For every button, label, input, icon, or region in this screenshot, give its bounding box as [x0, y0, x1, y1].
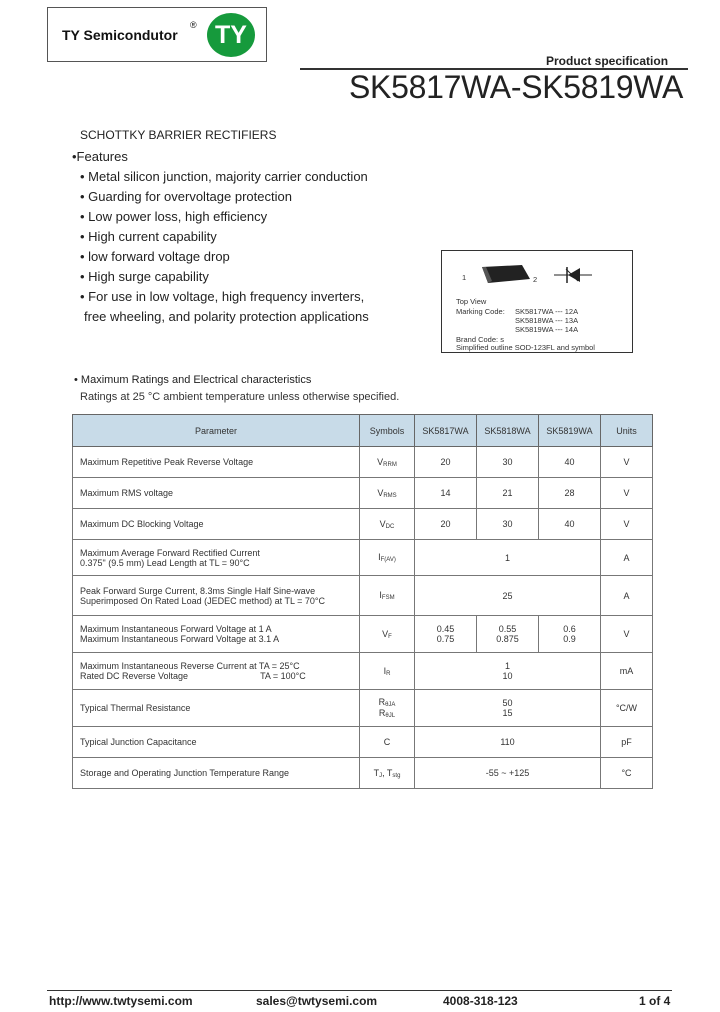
symbol-cell: $V_F$: [360, 616, 415, 653]
parameter-cell: Maximum Instantaneous Forward Voltage at 1 A Maximum Instantaneous Forward Voltage at 3.1 A: [73, 616, 360, 653]
part-title: SK5817WA-SK5819WA: [349, 69, 684, 105]
company-logo: TY: [207, 13, 255, 57]
marking-label: Marking Code:: [456, 307, 505, 316]
unit-cell: V: [601, 616, 653, 653]
marking-code: SK5818WA --- 13A: [515, 316, 579, 325]
table-row: [73, 540, 653, 576]
value-cell: 0.55 0.875: [477, 616, 539, 653]
symbol-cell: $I_{F(AV)}$: [360, 540, 415, 576]
value-cell: 30: [477, 509, 539, 540]
value-cell: 50 15: [415, 690, 601, 727]
ratings-heading: • Maximum Ratings and Electrical characteristics: [74, 374, 312, 386]
spec-label: Product specification: [546, 54, 669, 68]
unit-cell: A: [601, 540, 653, 576]
package-diagram: [441, 250, 633, 353]
pin-2-label: 2: [533, 275, 538, 284]
top-view-label: Top View: [456, 297, 487, 306]
feature-item: • Metal silicon junction, majority carrier conduction: [80, 169, 368, 184]
website-link[interactable]: http://www.twtysemi.com: [49, 994, 193, 1008]
column-header: SK5819WA: [539, 415, 601, 447]
company-name: TY Semicondutor: [62, 27, 178, 43]
parameter-cell: Maximum Instantaneous Reverse Current at TA = 25°C Rated DC Reverse Voltage TA = 100°C: [73, 653, 360, 690]
table-row: [73, 478, 653, 509]
outline-caption: Simplified outline SOD-123FL and symbol: [456, 343, 595, 352]
parameter-cell: Maximum Repetitive Peak Reverse Voltage: [73, 447, 360, 478]
symbol-cell: $I_{FSM}$: [360, 576, 415, 616]
unit-cell: mA: [601, 653, 653, 690]
value-cell: -55 ~ +125: [415, 758, 601, 789]
table-row: [73, 690, 653, 727]
parameter-cell: Maximum Average Forward Rectified Current 0.375" (9.5 mm) Lead Length at TL = 90°C: [73, 540, 360, 576]
features-heading: •Features: [72, 149, 128, 164]
parameter-cell: Storage and Operating Junction Temperature Range: [73, 758, 360, 789]
symbol-cell: C: [360, 727, 415, 758]
column-header: SK5817WA: [415, 415, 477, 447]
marking-code: SK5817WA --- 12A: [515, 307, 579, 316]
parameter-cell: Maximum DC Blocking Voltage: [73, 509, 360, 540]
value-cell: 20: [415, 447, 477, 478]
page-number: 1 of 4: [639, 994, 671, 1008]
table-row: [73, 758, 653, 789]
unit-cell: pF: [601, 727, 653, 758]
symbol-cell: $R_{\theta JA}$ $R_{\theta JL}$: [360, 690, 415, 727]
value-cell: 0.6 0.9: [539, 616, 601, 653]
phone-number: 4008-318-123: [443, 994, 518, 1008]
section-heading: SCHOTTKY BARRIER RECTIFIERS: [80, 128, 277, 142]
ratings-note: Ratings at 25 °C ambient temperature unless otherwise specified.: [80, 391, 400, 403]
feature-item: • Guarding for overvoltage protection: [80, 189, 292, 204]
column-header: SK5818WA: [477, 415, 539, 447]
symbol-cell: $V_{DC}$: [360, 509, 415, 540]
symbol-cell: $T_J$, $T_{stg}$: [360, 758, 415, 789]
symbol-cell: $V_{RMS}$: [360, 478, 415, 509]
marking-code: SK5819WA --- 14A: [515, 325, 579, 334]
unit-cell: °C/W: [601, 690, 653, 727]
feature-item: • low forward voltage drop: [80, 249, 230, 264]
parameter-cell: Typical Junction Capacitance: [73, 727, 360, 758]
brand-code: Brand Code: s: [456, 335, 504, 344]
feature-item: • For use in low voltage, high frequency inverters,: [80, 289, 365, 304]
symbol-cell: $I_R$: [360, 653, 415, 690]
table-row: [73, 616, 653, 653]
column-header: Symbols: [360, 415, 415, 447]
diode-symbol-icon: [554, 264, 592, 286]
table-row: [73, 653, 653, 690]
feature-item: • High surge capability: [80, 269, 209, 284]
parameter-cell: Typical Thermal Resistance: [73, 690, 360, 727]
unit-cell: V: [601, 509, 653, 540]
value-cell: 14: [415, 478, 477, 509]
table-header-row: [73, 415, 653, 447]
feature-item: • High current capability: [80, 229, 217, 244]
table-row: [73, 509, 653, 540]
value-cell: 21: [477, 478, 539, 509]
email-link[interactable]: sales@twtysemi.com: [256, 994, 378, 1008]
value-cell: 40: [539, 447, 601, 478]
column-header: Units: [601, 415, 653, 447]
pin-1-label: 1: [462, 273, 467, 282]
table-row: [73, 727, 653, 758]
column-header: Parameter: [73, 415, 360, 447]
unit-cell: A: [601, 576, 653, 616]
unit-cell: V: [601, 447, 653, 478]
value-cell: 40: [539, 509, 601, 540]
parameter-cell: Maximum RMS voltage: [73, 478, 360, 509]
package-body-icon: [478, 261, 534, 287]
table-row: [73, 447, 653, 478]
value-cell: 28: [539, 478, 601, 509]
value-cell: 110: [415, 727, 601, 758]
value-cell: 20: [415, 509, 477, 540]
unit-cell: V: [601, 478, 653, 509]
parameter-cell: Peak Forward Surge Current, 8.3ms Single Half Sine-wave Superimposed On Rated Load (JEDEC method) at TL = 70°C: [73, 576, 360, 616]
footer-divider: [47, 990, 672, 991]
symbol-cell: $V_{RRM}$: [360, 447, 415, 478]
unit-cell: °C: [601, 758, 653, 789]
feature-item: • Low power loss, high efficiency: [80, 209, 268, 224]
registered-mark: ®: [190, 20, 197, 30]
value-cell: 0.45 0.75: [415, 616, 477, 653]
feature-item: free wheeling, and polarity protection applications: [84, 309, 369, 324]
value-cell: 1 10: [415, 653, 601, 690]
table-row: [73, 576, 653, 616]
value-cell: 1: [415, 540, 601, 576]
value-cell: 30: [477, 447, 539, 478]
value-cell: 25: [415, 576, 601, 616]
ratings-table: [72, 414, 653, 789]
